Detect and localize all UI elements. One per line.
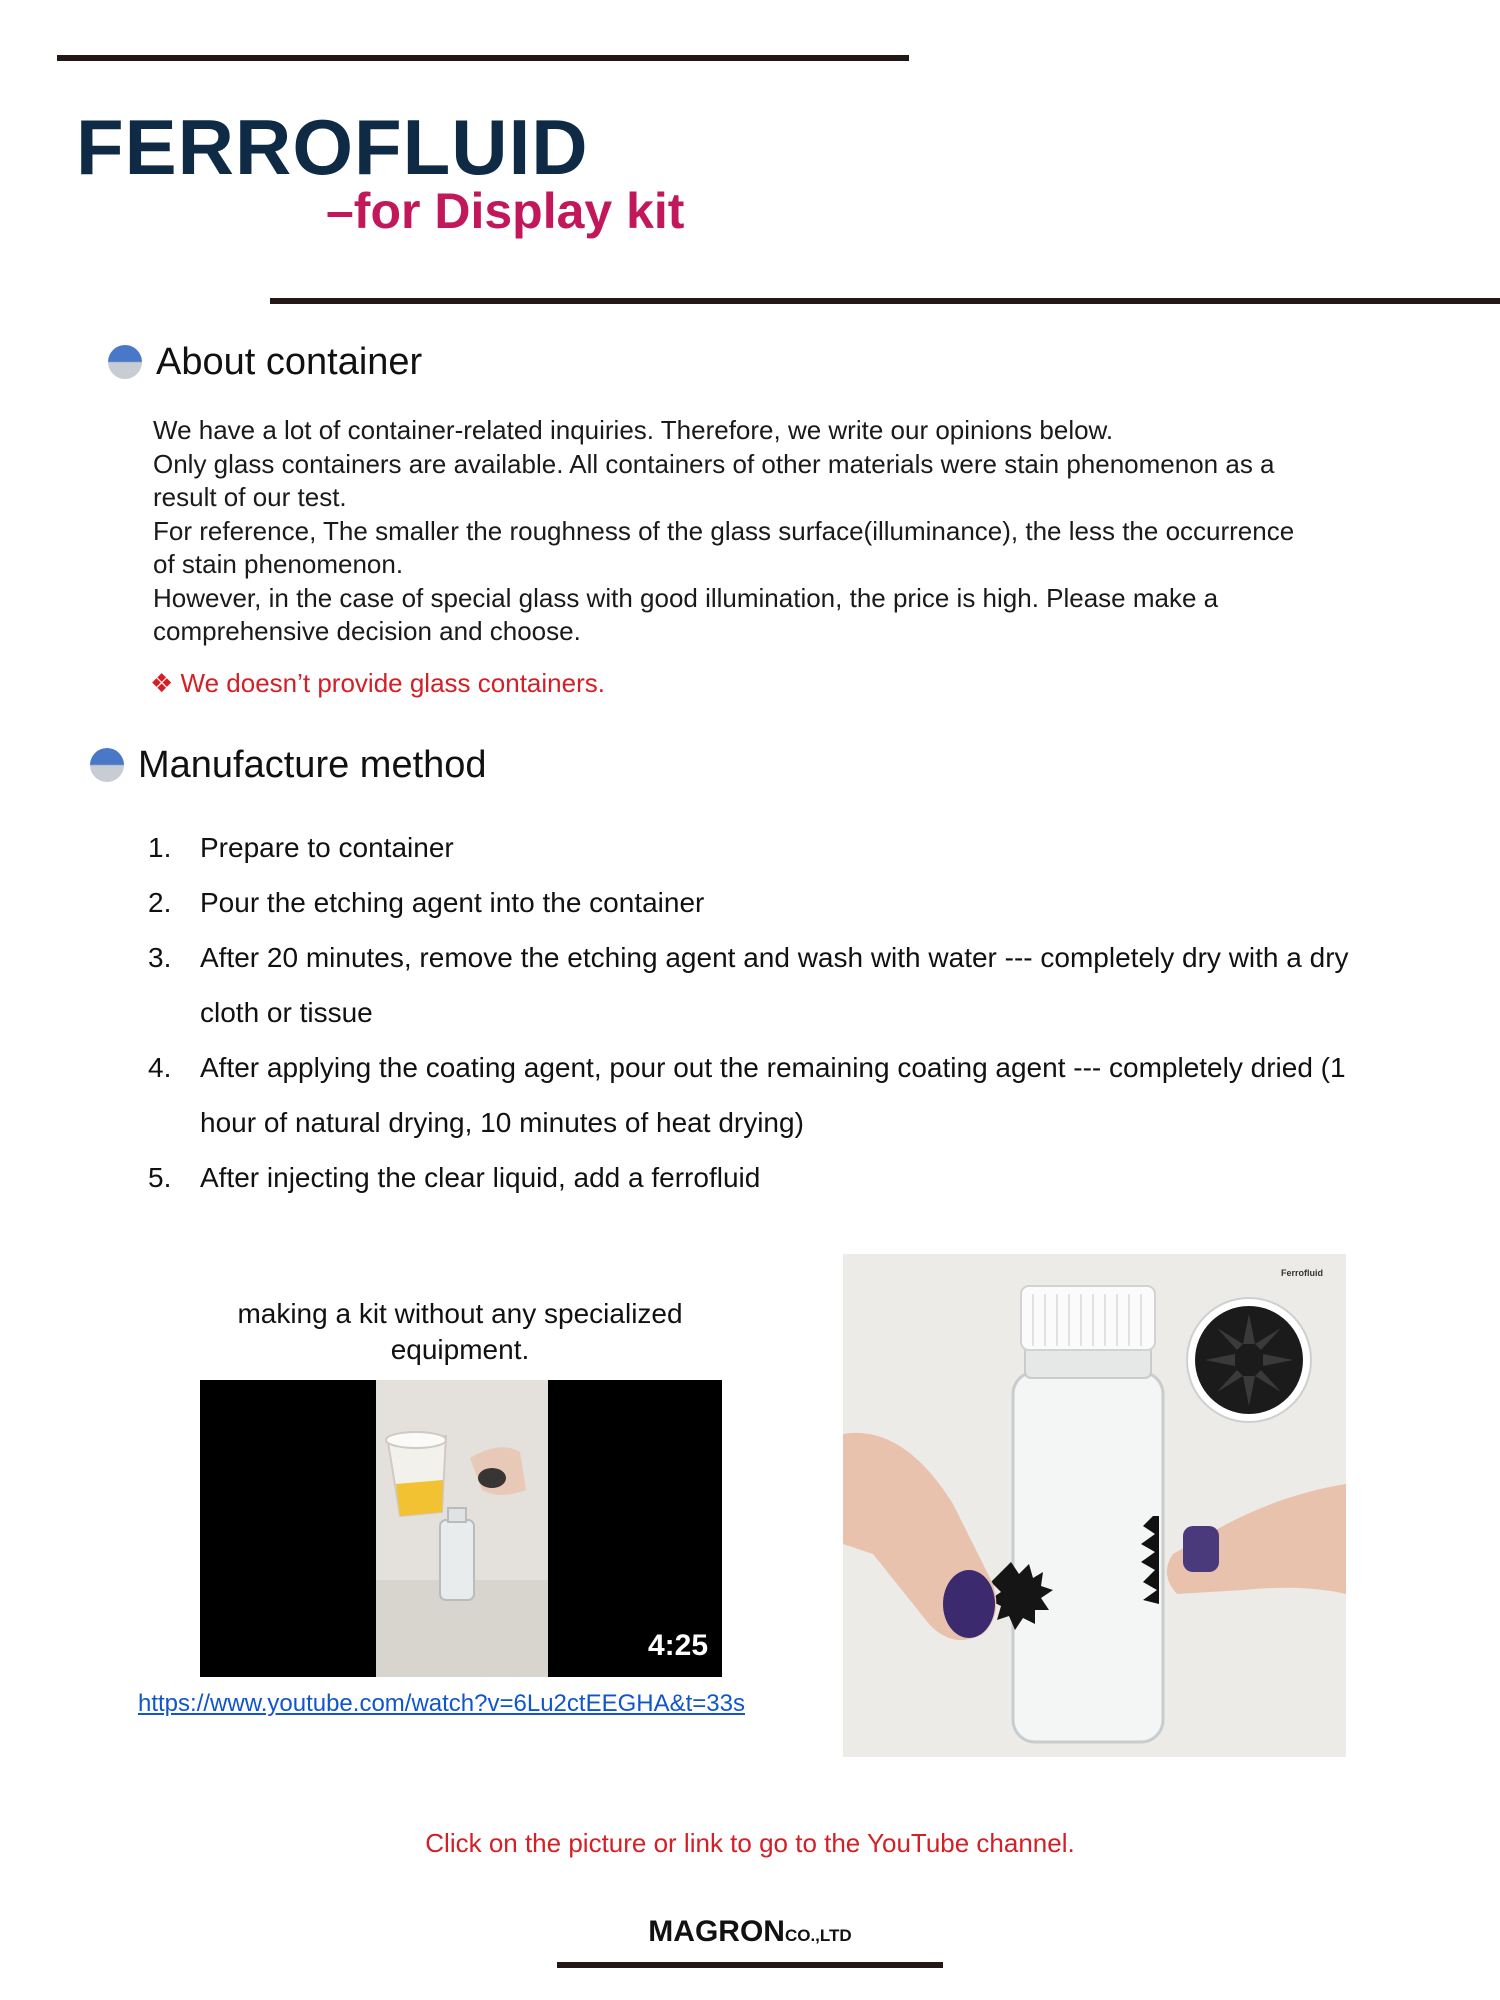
step-number: 4. [148,1052,172,1083]
about-line: For reference, The smaller the roughness of the glass surface(illuminance), the less the occurrence [153,515,1295,546]
step-number: 1. [148,832,172,863]
ferrofluid-photo[interactable] [843,1254,1346,1757]
step-text: After 20 minutes, remove the etching agent and wash with water --- completely dry with a dry cloth or tissue [200,942,1349,1028]
about-line: of stain phenomenon. [153,549,404,579]
video-caption-line: making a kit without any specialized [237,1298,683,1329]
step-text: Pour the etching agent into the container [200,887,705,918]
video-duration: 4:25 [647,1629,708,1662]
step-text: Prepare to container [200,832,454,863]
page-title: FERROFLUID [76,103,589,191]
about-line: comprehensive decision and choose. [153,616,581,646]
list-item [148,930,1388,1040]
step-number: 5. [148,1162,172,1193]
video-caption [190,1296,730,1368]
step-number: 2. [148,887,172,918]
about-heading-text: About container [156,341,423,383]
top-rule [57,55,909,61]
page-subtitle: –for Display kit [326,183,685,239]
video-thumbnail[interactable] [200,1380,722,1677]
footer-note: Click on the picture or link to go to the YouTube channel. [425,1828,1075,1858]
step-text: After applying the coating agent, pour out the remaining coating agent --- completely dried (1 hour of natural drying, 10 minutes of heat drying) [200,1052,1346,1138]
about-line: We have a lot of container-related inquiries. Therefore, we write our opinions below. [153,415,1114,445]
container-note: ❖ We doesn’t provide glass containers. [150,668,605,698]
about-line: Only glass containers are available. All containers of other materials were stain phenomenon as a [153,448,1275,479]
about-container-heading [108,343,422,381]
step-text: After injecting the clear liquid, add a ferrofluid [200,1162,761,1193]
brand-name: MAGRON [648,1915,785,1948]
section-bullet-icon [108,345,142,379]
about-line: result of our test. [153,482,347,512]
youtube-link[interactable]: https://www.youtube.com/watch?v=6Lu2ctEEGHA&t=33s [138,1690,745,1717]
list-item [148,1150,1388,1205]
header-bottom-rule [270,298,1500,304]
manufacture-method-heading [90,746,487,784]
video-frame-illustration [200,1380,722,1677]
brand-suffix: CO.,LTD [784,1926,852,1945]
ferrofluid-bottle-illustration [843,1254,1346,1757]
method-heading-text: Manufacture method [138,744,487,786]
step-number: 3. [148,942,172,973]
video-caption-line: equipment. [390,1334,530,1365]
list-item [148,875,1388,930]
photo-label: Ferrofluid [1281,1268,1323,1278]
section-bullet-icon [90,748,124,782]
list-item [148,1040,1388,1150]
method-steps-list [148,820,1388,1205]
footer-rule [557,1962,943,1968]
about-paragraph [153,414,1383,649]
brand-logo [0,1915,1500,1949]
list-item [148,820,1388,875]
about-line: However, in the case of special glass with good illumination, the price is high. Please make a [153,582,1219,613]
